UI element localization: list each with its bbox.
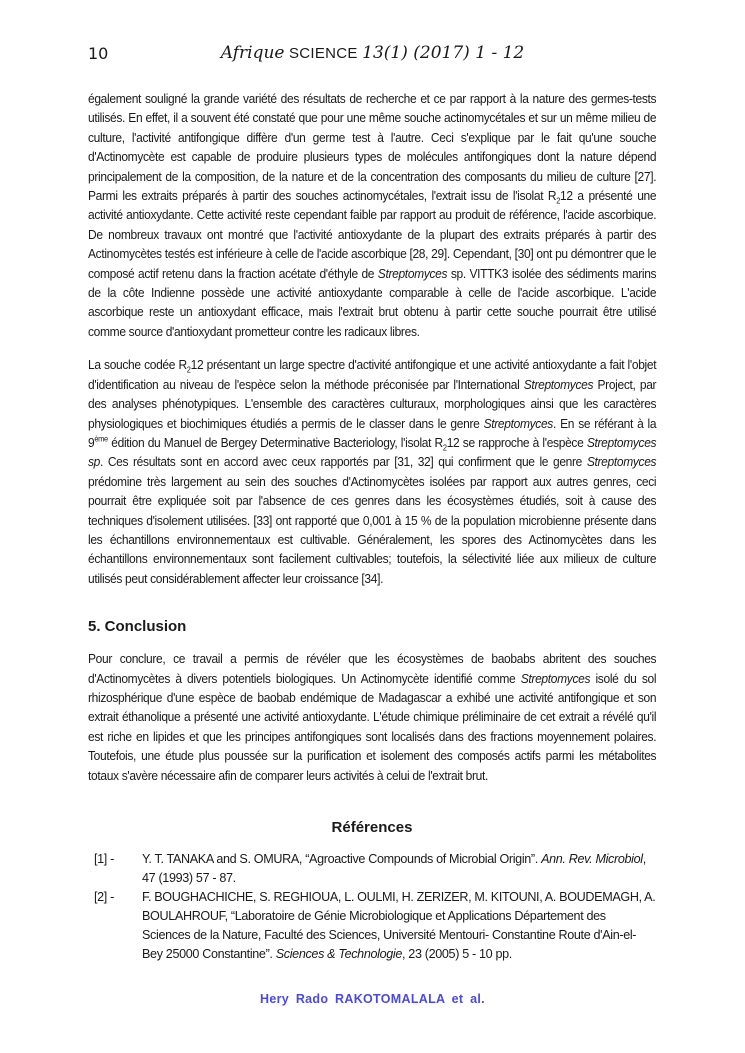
journal-issue: 13(1) (2017) 1 - 12	[362, 43, 525, 63]
reference-item	[88, 888, 656, 964]
reference-journal: Sciences & Technologie	[275, 947, 402, 961]
reference-number: [1] -	[94, 852, 114, 866]
reference-number: [2] -	[94, 890, 114, 904]
reference-journal: Ann. Rev. Microbiol	[541, 852, 643, 866]
genus-name: Streptomyces	[523, 376, 594, 392]
genus-name: Streptomyces sp	[88, 434, 657, 470]
reference-text: Y. T. TANAKA and S. OMURA, “Agroactive Compounds of Microbial Origin”. Ann. Rev. Microbiol, 47 (1993) 57 - 87.	[142, 852, 646, 885]
references-title: Références	[331, 819, 413, 836]
genus-name: Streptomyces	[377, 265, 448, 281]
reference-item	[88, 850, 656, 888]
page-number: 10	[88, 44, 109, 63]
paragraph-conclusion: Pour conclure, ce travail a permis de révéler que les écosystèmes de baobabs abritent des souches d'Actinomycètes à divers potentiels biologiques. Un Actinomycète identifié comme Streptomyces isolé du sol rhizosphérique d'une espèce de baobab endémique de Madagascar a exhibé une activité antifongique et son extrait éthanolique a présenté une activité antioxydante. L'étude chimique préliminaire de cet extrait a révélé qu'il est riche en lipides et que les principes antifongiques sont localisés dans des fractions moyennement polaires. Toutefois, une étude plus poussée sur la purification et isolement des composés actifs parmi les métabolites totaux s'avère nécessaire afin de comparer leurs activités à celui de l'extrait brut.	[88, 651, 657, 783]
journal-science: SCIENCE	[288, 45, 358, 62]
paragraph-identification: La souche codée $R_212$ présentant un large spectre d'activité antifongique et une activité antioxydante a fait l'objet d'identification au niveau de l'espèce selon la méthode préconisée par l'International Streptomyces Project, par des analyses phénotypiques. L'ensemble des caractères culturaux, morphologiques ainsi que les caractères physiologiques et biochimiques étudiés a permis de le classer dans le genre Streptomyces. En se référant à la 9ème édition du Manuel de Bergey Determinative Bacteriology, l'isolat $R_212$ se rapproche à l'espèce Streptomyces sp. Ces résultats sont en accord avec ceux rapportés par [31, 32] qui confirment que le genre Streptomyces prédomine très largement au sein des souches d'Actinomycètes isolées par rapport aux autres genres, ceci pourrait être expliquée soit par l'absence de ces genres dans les écosystèmes étudiés, soit à cause des techniques d'isolement utilisées. [33] ont rapporté que 0,001 à 15 % de la population microbienne présente dans les échantillons environnementaux est cultivable. Généralement, les spores des Actinomycètes dans les échantillons environnementaux sont facilement cultivables; toutefois, la sélectivité liée aux milieux de culture utilisés peut considérablement affecter leur croissance [34].	[88, 357, 657, 586]
reference-text: F. BOUGHACHICHE, S. REGHIOUA, L. OULMI, H. ZERIZER, M. KITOUNI, A. BOUDEMAGH, A. BOULAHROUF, “Laboratoire de Génie Microbiologique et Applications Département des Sciences de la Nature, Faculté des Sciences, Université Mentouri- Constantine Route d'Ain-el- Bey 25000 Constantine”. Sciences & Technologie, 23 (2005) 5 - 10 pp.	[142, 890, 656, 961]
journal-name: Afrique	[220, 43, 285, 63]
journal-header	[0, 43, 745, 63]
genus-name: Streptomyces	[586, 454, 657, 470]
genus-name: Streptomyces	[483, 415, 553, 431]
footer-authors: Hery Rado RAKOTOMALALA et al.	[260, 992, 485, 1006]
paragraph-discussion: également souligné la grande variété des résultats de recherche et ce par rapport à la nature des germes-tests utilisés. En effet, il a souvent été constaté que pour une même souche actinomycétales et sur un même milieu de culture, l'activité antifongique diffère d'un germe test à l'autre. Ceci s'explique par le fait qu'une souche d'Actinomycète est capable de produire plusieurs types de molécules antifongiques dont la nature dépend principalement de la composition, de la nature et de la concentration des composants du milieu de culture [27]. Parmi les extraits préparés à partir des souches actinomycétales, l'extrait issu de l'isolat $R_212$ a présenté une activité antioxydante. Cette activité reste cependant faible par rapport au produit de référence, l'acide ascorbique. De nombreux travaux ont montré que l'activité antioxydante de la plupart des extraits préparés à partir des Actinomycètes testés est inférieure à celle de l'acide ascorbique [28, 29]. Cependant, [30] ont pu démontrer que le composé actif retenu dans la fraction acétate d'éthyle de Streptomyces sp. VITTK3 isolée des sédiments marins de la côte Indienne possède une activité antioxydante comparable à celle de l'acide ascorbique. L'acide ascorbique reste un antioxydant efficace, mais l'extrait brut obtenu à partir cette souche pourrait être utilisé comme source d'antioxydant prometteur contre les radicaux libres.	[88, 91, 657, 339]
section-title-conclusion: 5. Conclusion	[88, 618, 187, 636]
article-body	[88, 89, 656, 964]
genus-name: Streptomyces	[520, 670, 591, 686]
